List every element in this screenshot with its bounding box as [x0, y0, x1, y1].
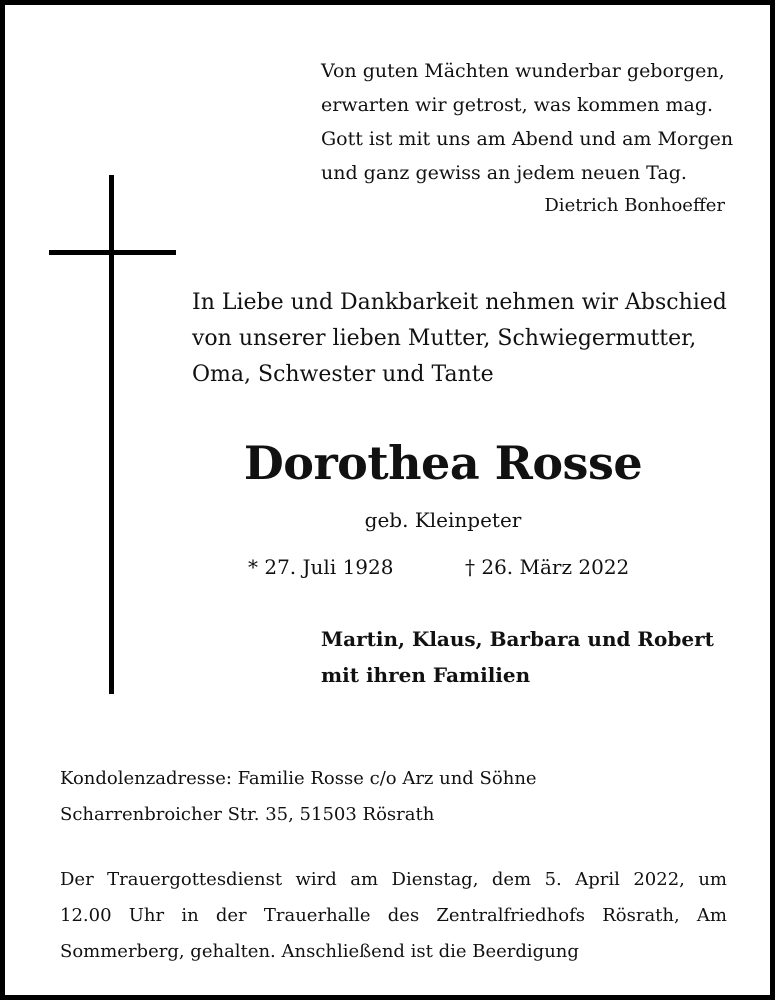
deceased-name: Dorothea Rosse [243, 436, 643, 490]
farewell-line: In Liebe und Dankbarkeit nehmen wir Abschied [192, 290, 727, 315]
service-line: 12.00 Uhr in der Trauerhalle des Zentralfriedhofs Rösrath, Am [60, 905, 727, 926]
cross-horizontal-bar [49, 250, 176, 255]
farewell-text [192, 285, 752, 393]
poem-line: Von guten Mächten wunderbar geborgen, [321, 60, 725, 82]
condolence-line: Scharrenbroicher Str. 35, 51503 Rösrath [60, 804, 435, 825]
mourners [321, 621, 751, 693]
poem-quote [321, 54, 741, 190]
funeral-service-info [60, 862, 727, 970]
poem-line: erwarten wir getrost, was kommen mag. [321, 94, 714, 116]
maiden-name: geb. Kleinpeter [364, 508, 522, 532]
service-line: Der Trauergottesdienst wird am Dienstag, dem 5. April 2022, um [60, 869, 727, 890]
service-line: Sommerberg, gehalten. Anschließend ist die Beerdigung [60, 941, 579, 962]
mourners-line: Martin, Klaus, Barbara und Robert [321, 627, 714, 651]
poem-line: Gott ist mit uns am Abend und am Morgen [321, 128, 734, 150]
birth-date: * 27. Juli 1928 [248, 555, 394, 579]
poem-line: und ganz gewiss an jedem neuen Tag. [321, 162, 687, 184]
condolence-address [60, 761, 730, 833]
farewell-line: Oma, Schwester und Tante [192, 362, 494, 387]
mourners-line: mit ihren Familien [321, 663, 531, 687]
death-date: † 26. März 2022 [465, 555, 630, 579]
condolence-line: Kondolenzadresse: Familie Rosse c/o Arz und Söhne [60, 768, 537, 789]
farewell-line: von unserer lieben Mutter, Schwiegermutter, [192, 326, 697, 351]
poem-author: Dietrich Bonhoeffer [544, 195, 725, 216]
